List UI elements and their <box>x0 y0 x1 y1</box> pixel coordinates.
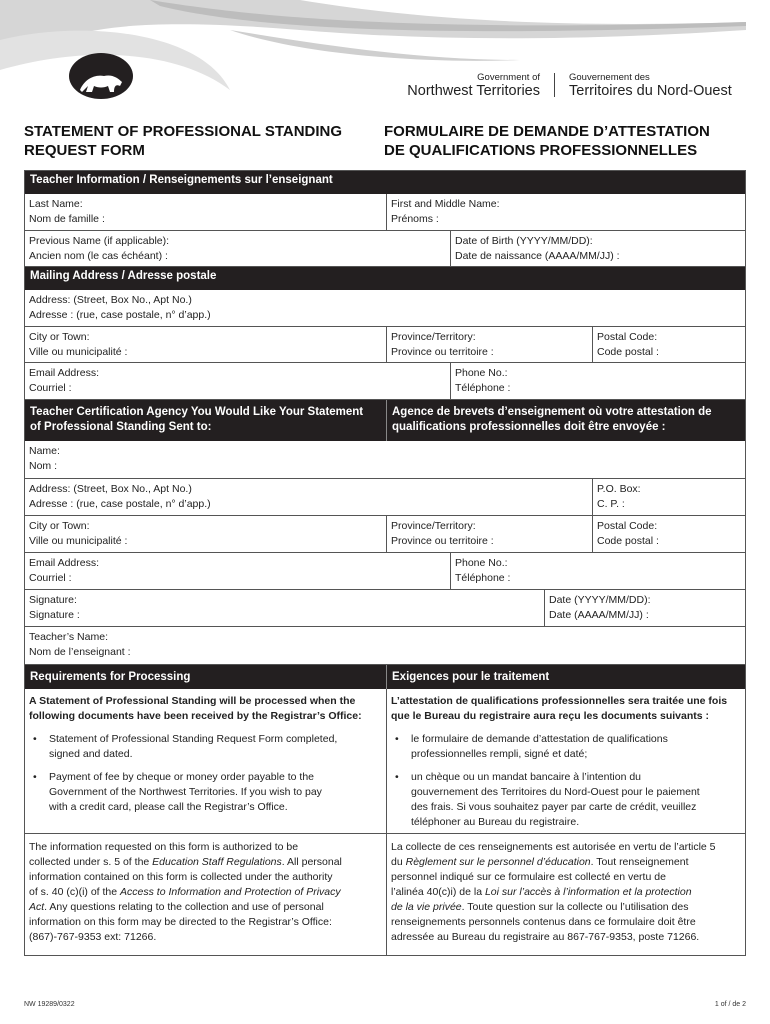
req-en-b2-2: Government of the Northwest Territories. If you wish to pay <box>49 786 322 798</box>
signature-field[interactable] <box>25 590 544 626</box>
privacy-fr-2 <box>391 855 741 870</box>
row-requirements <box>25 689 745 833</box>
teacher-name-label-en: Teacher’s Name: <box>29 631 108 643</box>
privacy-fr-5b: . Toute question sur la collecte ou l’utilisation des <box>461 901 689 913</box>
privacy-fr-4 <box>391 885 741 900</box>
agency-address-label-en: Address: (Street, Box No., Apt No.) <box>29 483 192 495</box>
req-en-b1-2: signed and dated. <box>49 748 133 760</box>
requirements-head-fr-2: que le Bureau du registraire aura reçu les documents suivants : <box>391 710 710 722</box>
mailing-email-field[interactable] <box>25 363 450 399</box>
agency-postal-code-field[interactable] <box>592 516 745 552</box>
agency-name-label-fr: Nom : <box>29 460 58 472</box>
dob-label-fr: Date de naissance (AAAA/MM/JJ) : <box>455 250 620 262</box>
list-item <box>29 770 382 815</box>
privacy-fr-7: adressée au Bureau du registraire au 867-767-9353, poste 71266. <box>391 931 700 943</box>
list-item <box>391 770 741 830</box>
privacy-en-4a: of s. 40 (c)(i) of the <box>29 886 121 898</box>
mailing-email-label-fr: Courriel : <box>29 382 72 394</box>
mailing-province-label-fr: Province ou territoire : <box>391 346 494 358</box>
agency-bar-en-line2: of Professional Standing Sent to: <box>30 421 212 433</box>
agency-province-field[interactable] <box>386 516 592 552</box>
row-agency-address <box>25 478 745 515</box>
row-names <box>25 194 745 230</box>
agency-city-field[interactable] <box>25 516 386 552</box>
agency-address-field[interactable] <box>25 479 592 515</box>
req-fr-b2-2: gouvernement des Territoires du Nord-Ouest pour le paiement <box>411 786 700 798</box>
mailing-phone-label-en: Phone No.: <box>455 367 508 379</box>
dob-label-en: Date of Birth (YYYY/MM/DD): <box>455 235 593 247</box>
row-mailing-contact <box>25 362 745 399</box>
agency-pobox-label-en: P.O. Box: <box>597 483 641 495</box>
privacy-fr-5-italic: de la vie privée <box>391 901 462 913</box>
privacy-en-2b: . All personal <box>281 856 342 868</box>
mailing-city-label-fr: Ville ou municipalité : <box>29 346 128 358</box>
mailing-city-field[interactable] <box>25 327 386 362</box>
signature-label-en: Signature: <box>29 594 77 606</box>
date-label-fr: Date (AAAA/MM/JJ) : <box>549 609 649 621</box>
agency-postal-label-fr: Code postal : <box>597 535 659 547</box>
agency-name-field[interactable] <box>25 441 745 478</box>
privacy-en-6: information on this form may be directed to the Registrar’s Office: <box>29 916 332 928</box>
privacy-en-7: (867)-767-9353 ext: 71266. <box>29 931 157 943</box>
mailing-phone-field[interactable] <box>450 363 745 399</box>
first-name-label-fr: Prénoms : <box>391 213 439 225</box>
requirements-list-en <box>29 732 382 815</box>
privacy-en-2a: collected under s. 5 of the <box>29 856 153 868</box>
req-fr-b1-2: professionnelles rempli, signé et daté; <box>411 748 588 760</box>
privacy-en-5b: . Any questions relating to the collection and use of personal <box>44 901 324 913</box>
first-name-field[interactable] <box>386 194 745 230</box>
previous-name-label-fr: Ancien nom (le cas échéant) : <box>29 250 168 262</box>
requirements-head-en-2: following documents have been received by the Registrar’s Office: <box>29 710 362 722</box>
privacy-fr-4a: l’alinéa 40(c)i) de la <box>391 886 485 898</box>
last-name-field[interactable] <box>25 194 386 230</box>
first-name-label-en: First and Middle Name: <box>391 198 500 210</box>
privacy-fr-2b: . Tout renseignement <box>590 856 689 868</box>
section-bar-mailing: Mailing Address / Adresse postale <box>25 266 745 290</box>
signature-label-fr: Signature : <box>29 609 80 621</box>
requirements-list-fr <box>391 732 741 830</box>
mailing-postal-label-fr: Code postal : <box>597 346 659 358</box>
mailing-postal-code-field[interactable] <box>592 327 745 362</box>
agency-bar-fr <box>386 400 745 441</box>
date-of-birth-field[interactable] <box>450 231 745 266</box>
req-fr-b2-4: téléphoner au Bureau du registraire. <box>411 816 580 828</box>
agency-address-label-fr: Adresse : (rue, case postale, n° d’app.) <box>29 498 211 510</box>
row-previous-dob <box>25 230 745 266</box>
privacy-en-2-italic: Education Staff Regulations <box>152 856 282 868</box>
section-bar-teacher: Teacher Information / Renseignements sur l’enseignant <box>25 171 745 194</box>
privacy-fr-2a: du <box>391 856 406 868</box>
agency-phone-label-en: Phone No.: <box>455 557 508 569</box>
privacy-fr-3: personnel indiqué sur ce formulaire est collecté en vertu de <box>391 871 666 883</box>
agency-phone-label-fr: Téléphone : <box>455 572 511 584</box>
row-mailing-city <box>25 326 745 362</box>
mailing-address-label-fr: Adresse : (rue, case postale, n° d’app.) <box>29 309 211 321</box>
section-bar-requirements <box>25 664 745 689</box>
privacy-fr-2-italic: Règlement sur le personnel d’éducation <box>405 856 591 868</box>
government-wordmark <box>406 72 732 99</box>
row-signature <box>25 589 745 626</box>
mailing-province-label-en: Province/Territory: <box>391 331 476 343</box>
privacy-en-3: information contained on this form is collected under the authority <box>29 871 333 883</box>
requirements-bar-fr: Exigences pour le traitement <box>386 665 745 689</box>
previous-name-field[interactable] <box>25 231 450 266</box>
privacy-fr-4-italic: Loi sur l’accès à l’information et la protection <box>484 886 692 898</box>
mailing-email-label-en: Email Address: <box>29 367 100 379</box>
last-name-label-fr: Nom de famille : <box>29 213 105 225</box>
privacy-fr-1: La collecte de ces renseignements est autorisée en vertu de l’article 5 <box>391 841 716 853</box>
agency-phone-field[interactable] <box>450 553 745 589</box>
agency-po-box-field[interactable] <box>592 479 745 515</box>
polar-bear-logo-icon <box>68 52 134 102</box>
form-code: NW 19289/0322 <box>24 1001 75 1008</box>
agency-bar-en <box>25 400 386 441</box>
agency-email-field[interactable] <box>25 553 450 589</box>
gov-fr-big: Territoires du Nord-Ouest <box>569 83 732 99</box>
agency-province-label-en: Province/Territory: <box>391 520 476 532</box>
privacy-en-1: The information requested on this form is authorized to be <box>29 841 299 853</box>
privacy-notice-en <box>25 834 386 955</box>
privacy-en-5-italic: Act <box>29 901 45 913</box>
req-fr-b2-1: • un chèque ou un mandat bancaire à l’intention du <box>411 771 642 783</box>
req-en-b2-3: with a credit card, please call the Registrar’s Office. <box>49 801 288 813</box>
gov-en-big: Northwest Territories <box>407 83 540 99</box>
list-item <box>29 732 382 762</box>
title-fr-line2: DE QUALIFICATIONS PROFESSIONNELLES <box>384 142 698 159</box>
gov-fr-small: Gouvernement des <box>569 72 650 83</box>
title-fr <box>384 122 746 160</box>
mailing-address-field[interactable] <box>25 290 745 326</box>
date-label-en: Date (YYYY/MM/DD): <box>549 594 651 606</box>
title-en-line2: REQUEST FORM <box>24 142 145 159</box>
title-en <box>24 122 384 160</box>
req-en-b2-1: • Payment of fee by cheque or money order payable to the <box>49 771 314 783</box>
teacher-name-label-fr: Nom de l’enseignant : <box>29 646 131 658</box>
privacy-en-2 <box>29 855 382 870</box>
mailing-province-field[interactable] <box>386 327 592 362</box>
list-item <box>391 732 741 762</box>
agency-bar-fr-line1: Agence de brevets d’enseignement où votre attestation de <box>392 406 712 418</box>
wordmark-divider <box>554 73 555 97</box>
agency-pobox-label-fr: C. P. : <box>597 498 625 510</box>
mailing-postal-label-en: Postal Code: <box>597 331 658 343</box>
req-fr-b2-3: des frais. Si vous souhaitez payer par carte de crédit, veuillez <box>411 801 697 813</box>
agency-name-label-en: Name: <box>29 445 60 457</box>
agency-province-label-fr: Province ou territoire : <box>391 535 494 547</box>
requirements-fr <box>386 689 745 833</box>
section-bar-agency <box>25 399 745 441</box>
page-number: 1 of / de 2 <box>714 1001 746 1008</box>
row-privacy-notice <box>25 833 745 955</box>
mailing-city-label-en: City or Town: <box>29 331 90 343</box>
mailing-address-label-en: Address: (Street, Box No., Apt No.) <box>29 294 192 306</box>
req-en-b1-1: • Statement of Professional Standing Request Form completed, <box>49 733 338 745</box>
requirements-en <box>25 689 386 833</box>
request-form <box>24 170 746 956</box>
privacy-notice-fr <box>386 834 745 955</box>
title-en-line1: STATEMENT OF PROFESSIONAL STANDING <box>24 123 343 140</box>
form-titles <box>24 122 746 160</box>
requirements-head-en-1: A Statement of Professional Standing will be processed when the <box>29 695 356 707</box>
requirements-bar-en: Requirements for Processing <box>30 671 191 683</box>
agency-email-label-en: Email Address: <box>29 557 100 569</box>
agency-email-label-fr: Courriel : <box>29 572 72 584</box>
last-name-label-en: Last Name: <box>29 198 83 210</box>
mailing-phone-label-fr: Téléphone : <box>455 382 511 394</box>
privacy-fr-6: renseignements personnels contenus dans ce formulaire doit être <box>391 916 696 928</box>
signature-date-field[interactable] <box>544 590 745 626</box>
privacy-en-5 <box>29 900 382 915</box>
agency-postal-label-en: Postal Code: <box>597 520 658 532</box>
agency-bar-fr-line2: qualifications professionnelles doit être envoyée : <box>392 421 666 433</box>
agency-bar-en-line1: Teacher Certification Agency You Would Like Your Statement <box>30 406 364 418</box>
row-teacher-name <box>25 626 745 664</box>
row-agency-contact <box>25 552 745 589</box>
req-fr-b1-1: • le formulaire de demande d’attestation de qualifications <box>411 733 668 745</box>
agency-city-label-en: City or Town: <box>29 520 90 532</box>
title-fr-line1: FORMULAIRE DE DEMANDE D’ATTESTATION <box>384 123 710 140</box>
privacy-en-4 <box>29 885 382 900</box>
row-agency-city <box>25 515 745 552</box>
requirements-head-fr-1: L’attestation de qualifications professionnelles sera traitée une fois <box>391 695 728 707</box>
teacher-name-field[interactable] <box>25 627 745 664</box>
previous-name-label-en: Previous Name (if applicable): <box>29 235 170 247</box>
privacy-fr-5 <box>391 900 741 915</box>
privacy-en-4-italic: Access to Information and Protection of Privacy <box>120 886 341 898</box>
row-agency-name <box>25 441 745 478</box>
gov-en-small: Government of <box>477 72 540 83</box>
agency-city-label-fr: Ville ou municipalité : <box>29 535 128 547</box>
row-mailing-address <box>25 290 745 326</box>
